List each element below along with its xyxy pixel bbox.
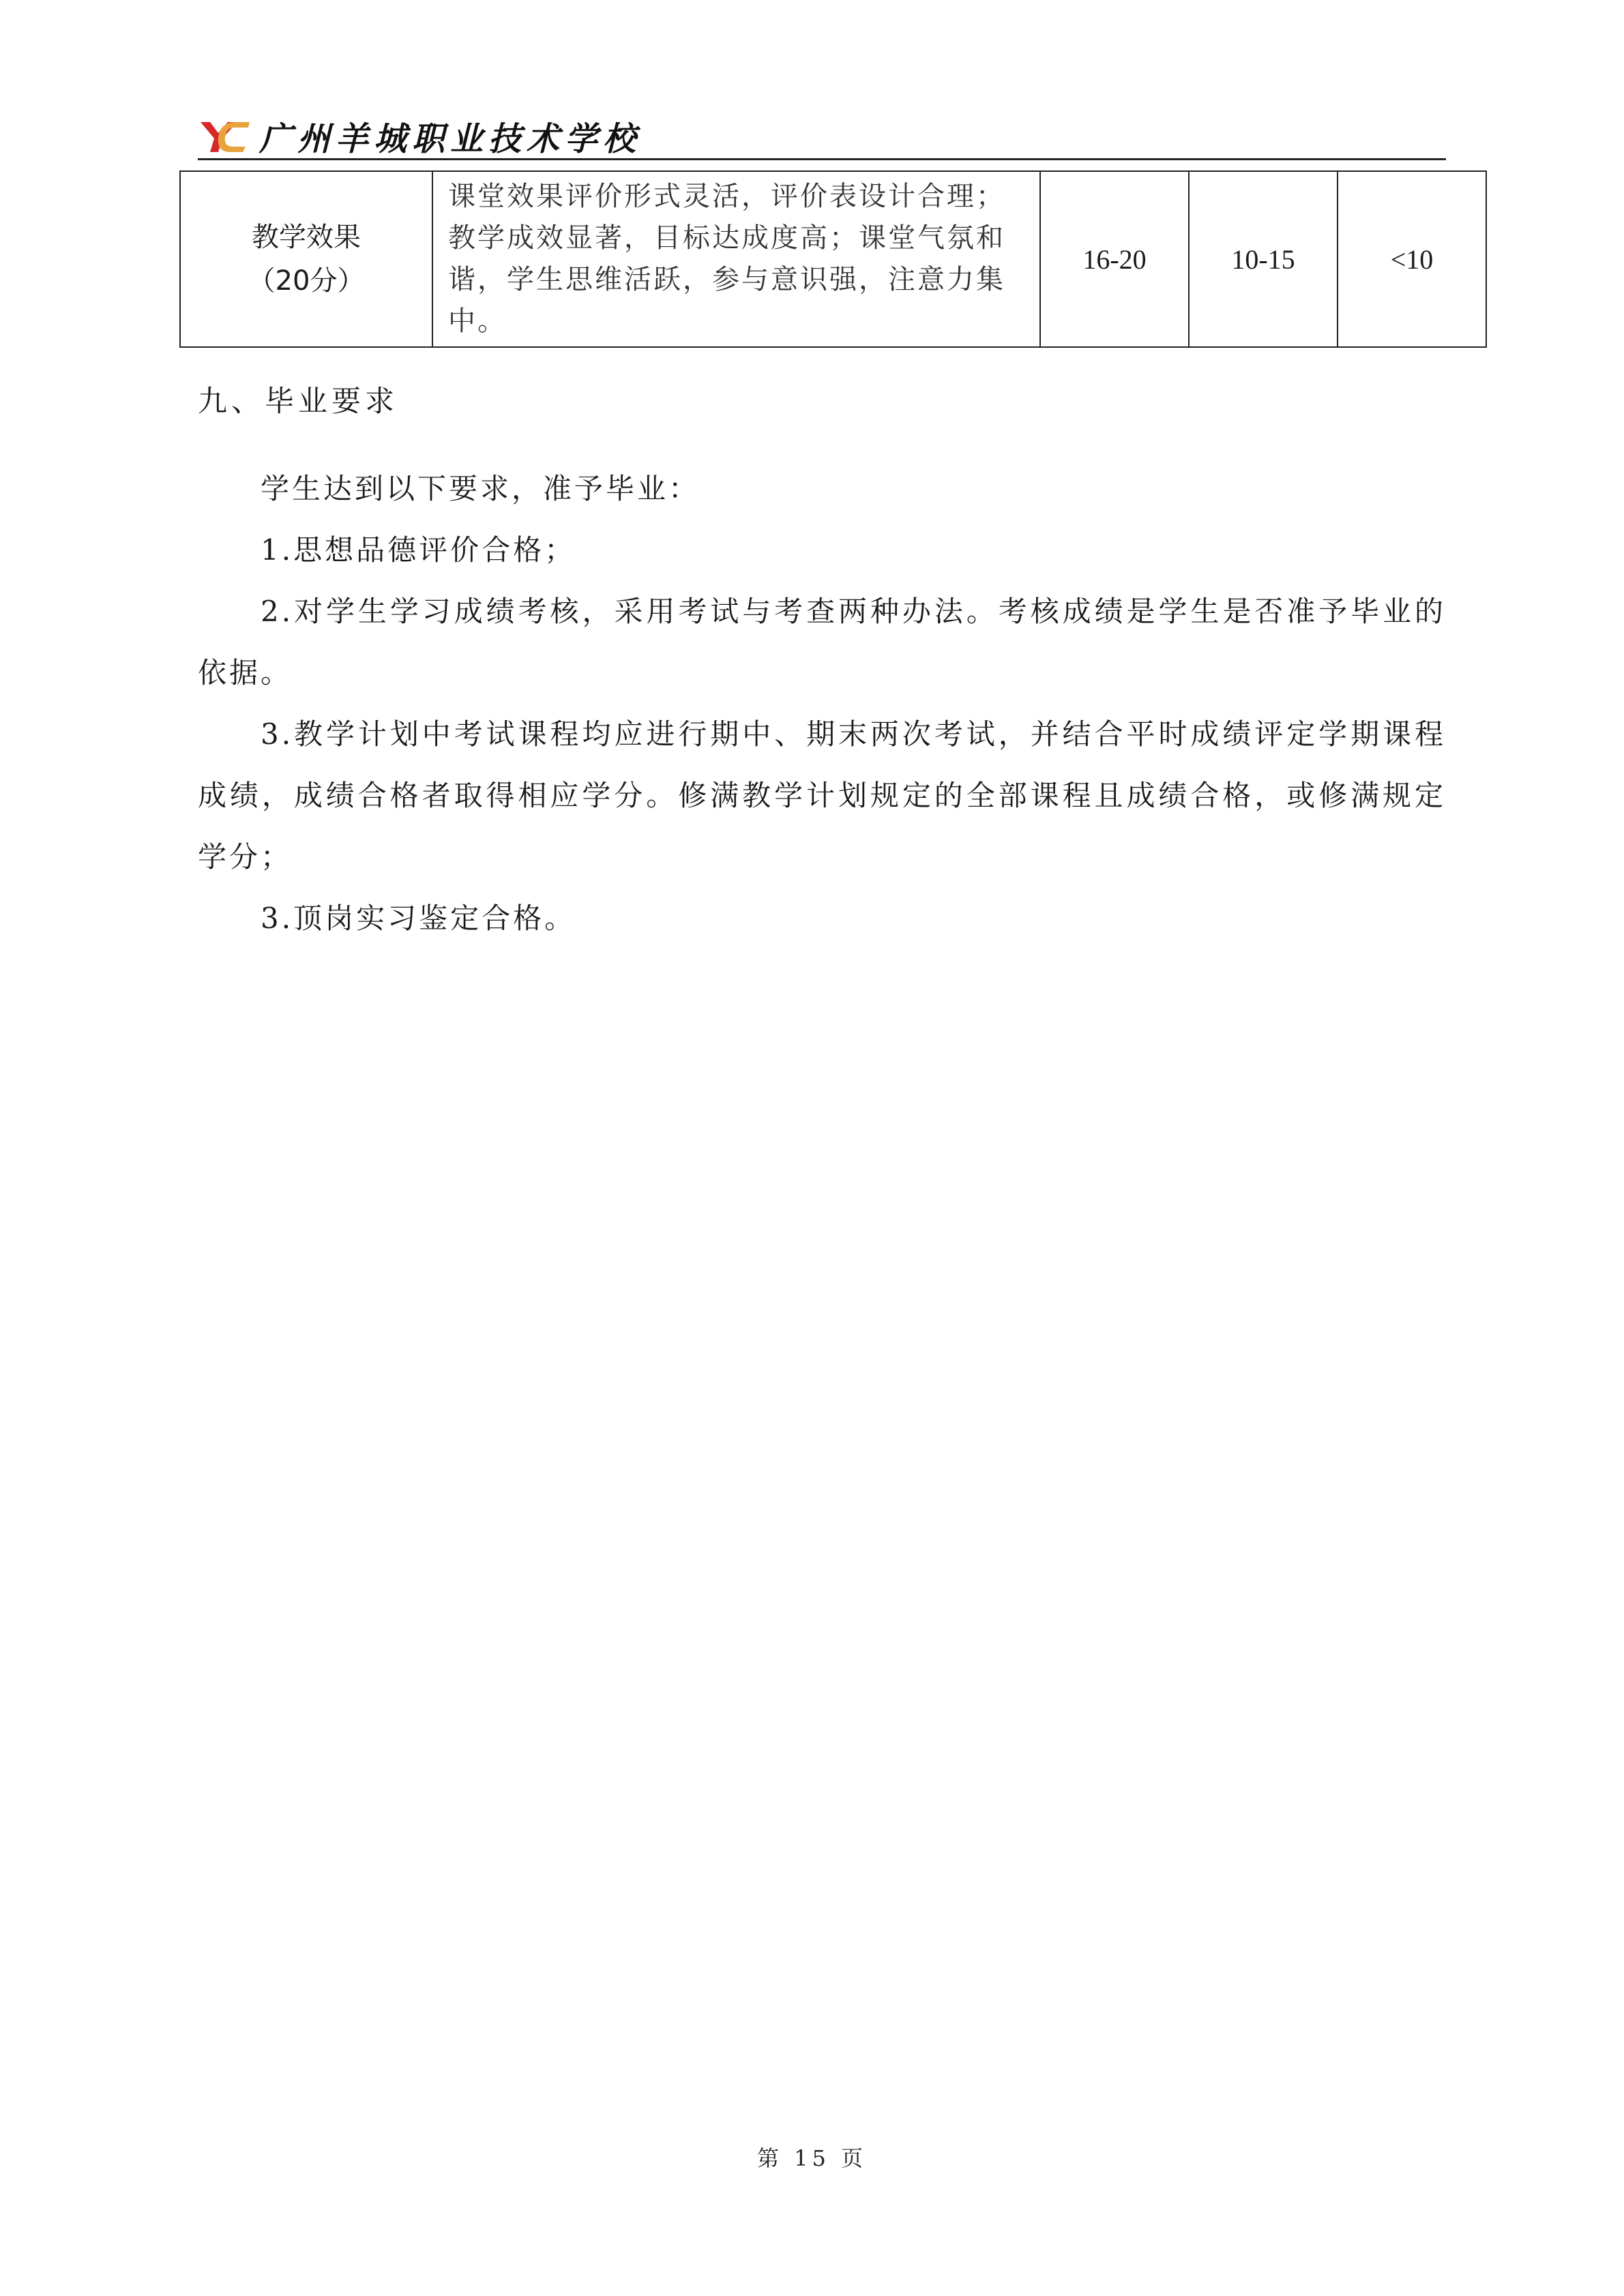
requirement-item: 3.教学计划中考试课程均应进行期中、期末两次考试，并结合平时成绩评定学期课程成绩，成绩合格者取得相应学分。修满教学计划规定的全部课程且成绩合格，或修满规定学分； bbox=[198, 717, 1446, 874]
section-heading: 九、毕业要求 bbox=[198, 385, 398, 419]
criteria-line: 谐，学生思维活跃，参与意识强，注意力集 bbox=[448, 264, 1005, 295]
table-row bbox=[180, 171, 1486, 347]
header-divider bbox=[198, 158, 1446, 160]
score-poor-cell: <10 bbox=[1338, 171, 1486, 347]
evaluation-criteria-cell bbox=[432, 171, 1040, 347]
school-logo-icon bbox=[198, 118, 250, 156]
evaluation-item-cell bbox=[180, 171, 432, 347]
evaluation-table bbox=[179, 170, 1487, 348]
evaluation-item-name: 教学效果 bbox=[252, 222, 361, 253]
score-good-cell: 10-15 bbox=[1189, 171, 1338, 347]
score-excellent-cell: 16-20 bbox=[1040, 171, 1189, 347]
section-body bbox=[198, 458, 1446, 949]
school-name: 广州羊城职业技术学校 bbox=[259, 120, 642, 158]
criteria-line: 中。 bbox=[448, 305, 507, 337]
page-header bbox=[198, 113, 1446, 160]
requirement-item: 1.思想品德评价合格； bbox=[261, 533, 576, 567]
criteria-line: 课堂效果评价形式灵活，评价表设计合理； bbox=[448, 181, 1005, 212]
requirement-item: 3.顶岗实习鉴定合格。 bbox=[261, 901, 576, 935]
requirement-item: 2.对学生学习成绩考核，采用考试与考查两种办法。考核成绩是学生是否准予毕业的依据。 bbox=[198, 595, 1446, 689]
evaluation-item-points: （20分） bbox=[248, 265, 365, 297]
page-number: 第 15 页 bbox=[756, 2145, 868, 2171]
criteria-line: 教学成效显著，目标达成度高；课堂气氛和 bbox=[448, 222, 1005, 254]
intro-paragraph: 学生达到以下要求，准予毕业： bbox=[261, 472, 700, 505]
